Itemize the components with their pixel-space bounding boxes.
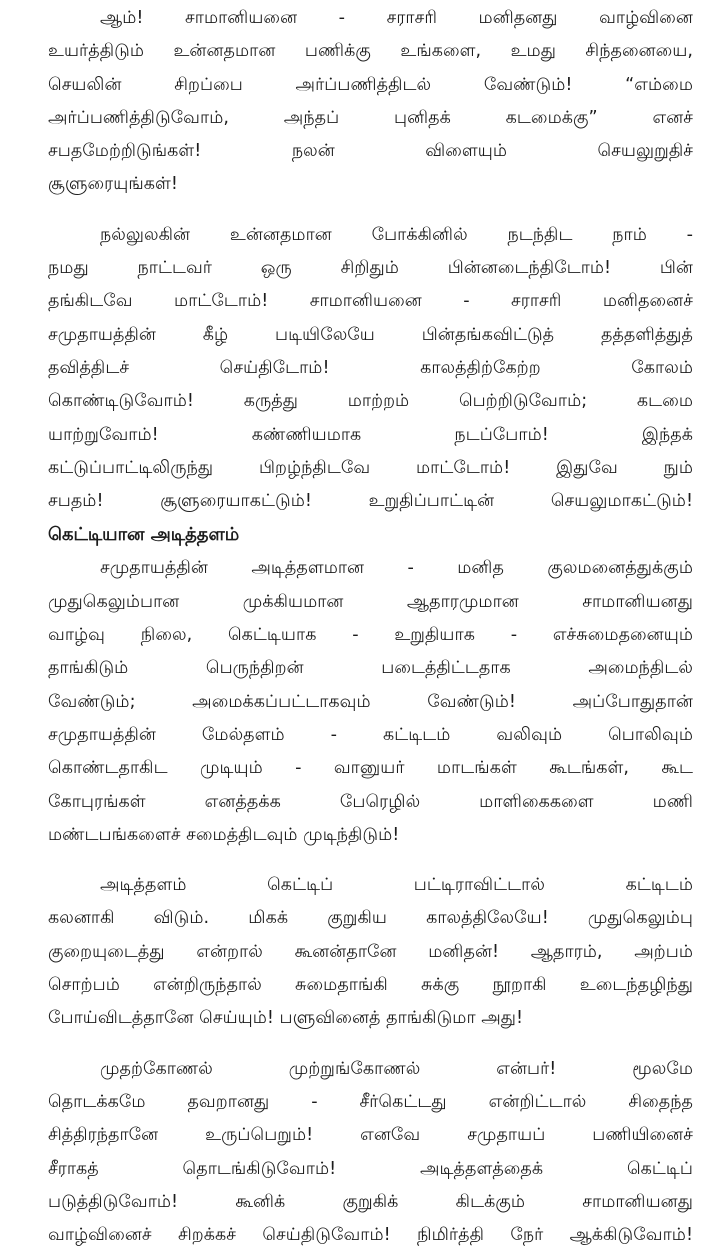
text-line: முதுகெலும்பான முக்கியமான ஆதாரமுமான சாமானியனது — [48, 591, 693, 612]
text-line: சமுதாயத்தின் கீழ் படியிலேயே பின்தங்கவிட்டுத் தத்தளித்துத் — [48, 324, 693, 345]
text-line: கொண்டிடுவோம்! கருத்து மாற்றம் பெற்றிடுவோம்; கடமை — [48, 391, 693, 412]
text-line: சொற்பம் என்றிருந்தால் சுமைதாங்கி சுக்கு நூறாகி உடைந்தழிந்து — [48, 975, 693, 996]
text-line: யாற்றுவோம்! கண்ணியமாக நடப்போம்! இந்தக் — [48, 424, 693, 445]
text-line: கலனாகி விடும். மிகக் குறுகிய காலத்திலேயே! முதுகெலும்பு — [48, 908, 693, 929]
text-line: முதற்கோணல் முற்றுங்கோணல் என்பர்! மூலமே — [100, 1058, 693, 1079]
text-line: உயர்த்திடும் உன்னதமான பணிக்கு உங்களை, உமது சிந்தனையை, — [48, 41, 693, 62]
text-line: வாழ்வு நிலை, கெட்டியாக - உறுதியாக - எச்சுமைதனையும் — [48, 625, 693, 646]
text-line: நல்லுலகின் உன்னதமான போக்கினில் நடந்திட நாம் - — [100, 224, 693, 245]
text-line: கட்டுப்பாட்டிலிருந்து பிறழ்ந்திடவே மாட்டோம்! இதுவே நும் — [48, 457, 693, 478]
paragraph-gap — [48, 1036, 693, 1053]
section-heading: கெட்டியான அடித்தளம் — [48, 524, 240, 546]
text-line: போய்விடத்தானே செய்யும்! பளுவினைத் தாங்கிடுமா அது! — [48, 1008, 524, 1029]
paragraph-5 — [48, 1053, 693, 1252]
text-line: வாழ்வினைச் சிறக்கச் செய்திடுவோம்! நிமிர்த்தி நேர் ஆக்கிடுவோம்! — [48, 1225, 693, 1246]
text-line: செயலின் சிறப்பை அர்ப்பணித்திடல் வேண்டும்! “எம்மை — [48, 74, 693, 95]
paragraph-3 — [48, 552, 693, 852]
text-line: கோபுரங்கள் எனத்தக்க பேரெழில் மாளிகைகளை மணி — [48, 791, 693, 812]
text-line: சீராகத் தொடங்கிடுவோம்! அடித்தளத்தைக் கெட்டிப் — [48, 1158, 693, 1179]
paragraph-gap — [48, 202, 693, 219]
text-line: தங்கிடவே மாட்டோம்! சாமானியனை - சராசரி மனிதனைச் — [48, 291, 693, 312]
paragraph-gap — [48, 852, 693, 869]
text-line: குறையுடைத்து என்றால் கூனன்தானே மனிதன்! ஆதாரம், அற்பம் — [48, 941, 693, 962]
paragraph-1 — [48, 2, 693, 202]
text-line: சபதம்! சூளுரையாகட்டும்! உறுதிப்பாட்டின் செயலுமாகட்டும்! — [48, 491, 693, 512]
text-line: கொண்டதாகிட முடியும் - வானுயர் மாடங்கள் கூடங்கள், கூட — [48, 758, 693, 779]
paragraph-2 — [48, 219, 693, 519]
text-line: அர்ப்பணித்திடுவோம், அந்தப் புனிதக் கடமைக்கு” எனச் — [48, 107, 693, 128]
text-line: சமுதாயத்தின் மேல்தளம் - கட்டிடம் வலிவும் பொலிவும் — [48, 724, 693, 745]
text-line: தவித்திடச் செய்திடோம்! காலத்திற்கேற்ற கோலம் — [48, 357, 693, 378]
text-line: படுத்திடுவோம்! கூனிக் குறுகிக் கிடக்கும் சாமானியனது — [48, 1191, 693, 1212]
paragraph-4 — [48, 869, 693, 1035]
text-line: சூளுரையுங்கள்! — [48, 174, 178, 195]
text-line: சமுதாயத்தின் அடித்தளமான - மனித குலமனைத்துக்கும் — [100, 558, 693, 579]
text-line: ஆம்! சாமானியனை - சராசரி மனிதனது வாழ்வினை — [100, 8, 693, 28]
text-line: சித்திரந்தானே உருப்பெறும்! எனவே சமுதாயப் பணியினைச் — [48, 1125, 693, 1146]
text-line: அடித்தளம் கெட்டிப் பட்டிராவிட்டால் கட்டிடம் — [100, 875, 693, 896]
text-line: வேண்டும்; அமைக்கப்பட்டாகவும் வேண்டும்! அப்போதுதான் — [48, 691, 693, 712]
text-line: நமது நாட்டவர் ஒரு சிறிதும் பின்னடைந்திடோம்! பின் — [48, 258, 693, 279]
text-line: சபதமேற்றிடுங்கள்! நலன் விளையும் செயலுறுதிச் — [48, 141, 693, 162]
text-line: தொடக்கமே தவறானது - சீர்கெட்டது என்றிட்டால் சிதைந்த — [48, 1091, 693, 1112]
text-line: மண்டபங்களைச் சமைத்திடவும் முடிந்திடும்! — [48, 824, 400, 845]
text-line: தாங்கிடும் பெருந்திறன் படைத்திட்டதாக அமைந்திடல் — [48, 658, 693, 679]
